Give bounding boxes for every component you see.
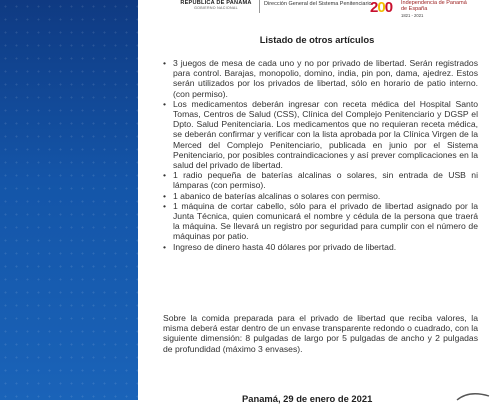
food-container-note: Sobre la comida preparada para el privado de libertad que reciba valores, la misma deberá estar dentro de un envase transparente redondo o cuadrado, con la siguiente dimensión: 8 pulgadas de largo por 5 pulgadas de ancho y 2 pulgadas de profundidad (máximo 3 envases). xyxy=(163,313,478,354)
list-item xyxy=(163,99,478,170)
government-subtitle: GOBIERNO NACIONAL xyxy=(194,6,238,10)
logo-line-2: de España xyxy=(401,6,428,12)
swoosh-icon xyxy=(455,390,491,402)
document-title: Listado de otros artículos xyxy=(259,34,375,45)
bullet-icon: • xyxy=(163,200,167,211)
decorative-sidebar xyxy=(0,0,138,400)
list-item-text: 3 juegos de mesa de cada uno y no por privado de libertad. Serán registrados para control. Barajas, monopolio, domino, india, pin pon, dama, ajedrez. Estos serán utilizados por los privados de libertad, sólo en horario de patio interno. (con permiso). xyxy=(173,58,478,99)
article-list xyxy=(163,58,478,252)
bullet-icon: • xyxy=(163,170,167,181)
list-item-text: 1 máquina de cortar cabello, sólo para el privado de libertad asignado por la Junta Técnica, quien comunicará el nombre y cédula de la persona que traerá la máquina. Se llevará un registro por seguridad para cumplir con el número de máquinas por patio. xyxy=(173,200,478,242)
government-name: REPÚBLICA DE PANAMÁ xyxy=(180,0,252,6)
list-item xyxy=(163,58,478,99)
list-item-text: Los medicamentos deberán ingresar con receta médica del Hospital Santo Tomas, Centros de Salud (CSS), Clínica del Complejo Penitenciario y DGSP el Dpto. Salud Penitenciaria. Los medicamentos que no requieran receta médica, se deberán confirmar y verificar con la lista aprobada por la Clínica Virgen de la Merced del Complejo Penitenciario, publicada en junio por el Sistema Penitenciario, por posibles contraindicaciones y así prever complicaciones en la salud del privado de libertad. xyxy=(173,98,478,171)
bullet-icon: • xyxy=(163,58,167,68)
document-date: Panamá, 29 de enero de 2021 xyxy=(242,393,373,404)
bullet-icon: • xyxy=(163,98,167,109)
list-item xyxy=(163,242,478,252)
letterhead xyxy=(138,0,495,22)
government-block xyxy=(176,0,256,11)
logo-line-1: Independencia de Panamá xyxy=(401,0,467,6)
bullet-icon: • xyxy=(163,190,167,201)
list-item-text: Ingreso de dinero hasta 40 dólares por privado de libertad. xyxy=(173,241,397,252)
list-item xyxy=(163,201,478,242)
bicentennial-logo-mark: 200 xyxy=(370,0,393,16)
list-item xyxy=(163,170,478,190)
list-item-text: 1 abanico de baterías alcalinas o solares con permiso. xyxy=(173,190,381,201)
directorate-name: Dirección General del Sistema Penitenciario xyxy=(264,1,372,7)
header-divider xyxy=(259,0,260,13)
list-item xyxy=(163,191,478,201)
bullet-icon: • xyxy=(163,241,167,252)
sidebar-pattern xyxy=(0,0,138,400)
logo-years: 1821 - 2021 xyxy=(401,13,424,18)
list-item-text: 1 radio pequeña de baterías alcalinas o solares, sin entrada de USB ni lámparas (con permiso). xyxy=(173,170,478,191)
bicentennial-logo xyxy=(370,0,490,20)
